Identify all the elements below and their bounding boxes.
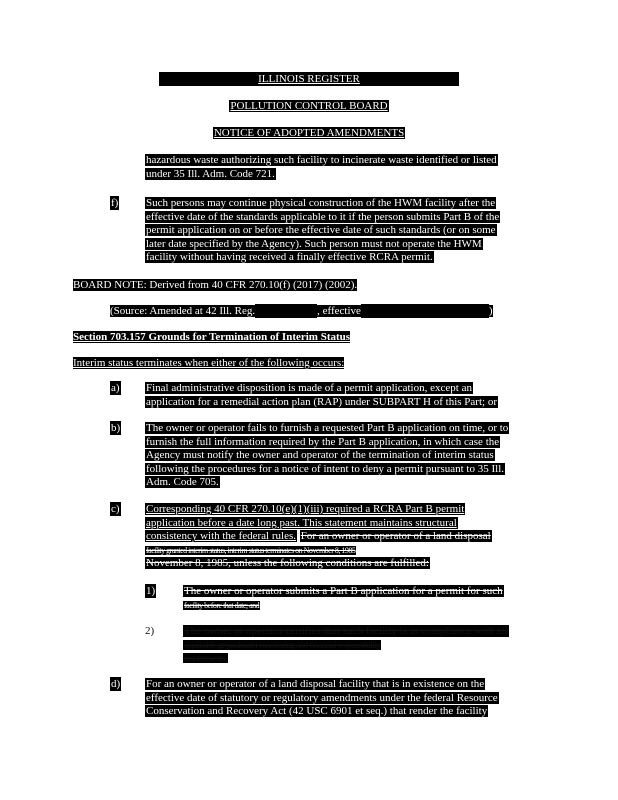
item-d-line: effective date of statutory or regulatory amendments under the federal Resource [146,691,498,704]
item-a-line: Final administrative disposition is made of a permit application, except an [146,382,472,394]
item-b-label: b) [111,422,121,434]
item-c-line: consistency with the federal rules. [146,530,296,543]
item-b-line: The owner or operator fails to furnish a requested Part B application on time, or to [146,422,509,434]
board-note: BOARD NOTE: Derived from 40 CFR 270.10(f) (2017) (2002). [73,279,358,291]
section-heading: Section 703.157 Grounds for Termination of Interim Status [73,331,351,343]
item-c-line: application before a date long past. This statement maintains structural [146,516,457,529]
item-c1-label: 1) [146,585,156,597]
item-f-line: Such persons may continue physical construction of the HWM facility after the [146,197,496,209]
item-c2-paragraph [183,624,509,665]
board-title: POLLUTION CONTROL BOARD [230,100,388,112]
item-d-line: Conservation and Recovery Act (42 USC 6901 et seq.) that render the facility [146,705,488,718]
item-c2-label: 2) [145,625,155,637]
item-c2-line: The owner or operator certifies that such facility is in compliance with all [184,625,508,637]
item-c1-line: facility before that date; and [184,600,260,610]
item-d-paragraph [145,677,499,718]
item-b-paragraph [145,421,509,489]
item-f-line: permit application on or before the effective date of such standards (or on some [146,224,496,237]
item-c-line-struck: For an owner or operator of a land disposal [300,530,491,543]
item-c-line-struck: November 8, 1985, unless the following conditions are fulfilled: [146,557,429,570]
item-f-line: later date specified by the Agency). Such person must not operate the HWM [146,237,482,250]
continuation-line: under 35 Ill. Adm. Code 721. [146,167,275,180]
item-f-paragraph [145,196,500,264]
item-b-line: following the procedures for a notice of intent to deny a permit pursuant to 35 Ill. [146,462,505,475]
continuation-line: hazardous waste authorizing such facility to incinerate waste identified or listed [146,154,497,166]
item-a-label: a) [111,382,120,394]
item-b-line: Agency must notify the owner and operator of the termination of interim status [146,449,494,462]
source-note: (Source: Amended at 42 Ill. Reg. , effective ) [110,305,493,317]
item-b-line: Adm. Code 705. [146,476,219,489]
item-b-line: furnish the full information required by the Part B application, in which case the [146,435,500,448]
item-c-line-struck: facility granted interim status, interim status terminates on November 8, 1985 [146,545,356,555]
item-f-label: f) [111,197,119,209]
item-c1-paragraph [183,584,504,611]
item-f-line: effective date of the standards applicable to it if the person submits Part B of the [146,210,500,223]
item-c-label: c) [111,503,120,515]
item-f-line: facility without having received a finally effective RCRA permit. [146,251,433,264]
notice-title: NOTICE OF ADOPTED AMENDMENTS [213,127,405,139]
register-title: ILLINOIS REGISTER [0,72,618,86]
item-c1-line: The owner or operator submits a Part B application for a permit for such [184,585,503,597]
item-d-line: For an owner or operator of a land disposal facility that is in existence on the [146,678,485,690]
item-c2-line: requirements. [184,653,227,664]
item-a-line: application for a remedial action plan (RAP) under SUBPART H of this Part; or [146,395,497,408]
item-c2-line: applicable groundwater monitoring and financial responsibility [184,639,381,650]
item-c-paragraph [145,502,492,570]
item-a-paragraph [145,381,498,408]
item-c-line: Corresponding 40 CFR 270.10(e)(1)(iii) required a RCRA Part B permit [146,503,465,515]
section-intro: Interim status terminates when either of the following occurs: [73,357,345,369]
item-d-label: d) [111,678,121,690]
continuation-paragraph [145,153,498,180]
